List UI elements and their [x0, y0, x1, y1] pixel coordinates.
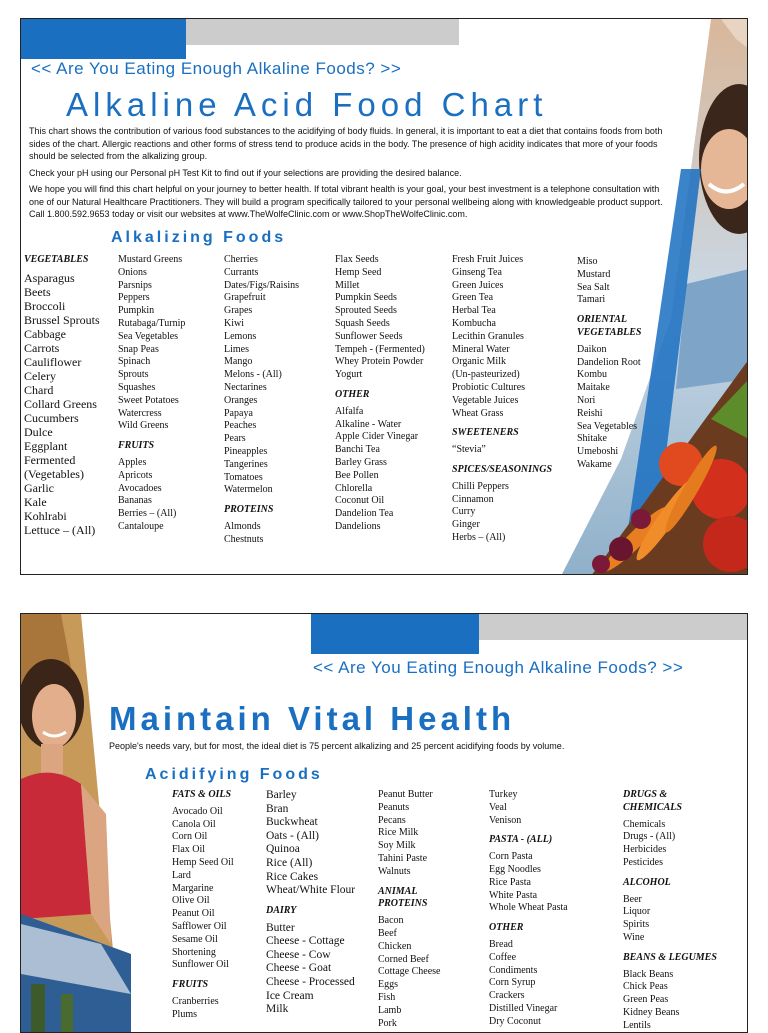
food-item: Bee Pollen — [335, 469, 379, 481]
food-item: Vegetable Juices — [452, 394, 519, 406]
food-item: Squashes — [118, 381, 156, 393]
food-item: Tangerines — [224, 458, 268, 470]
food-item: Pecans — [378, 814, 406, 826]
food-item: Wine — [623, 931, 645, 943]
food-item: Chilli Peppers — [452, 480, 509, 492]
food-item: Curry — [452, 506, 476, 518]
food-item: Tomatoes — [224, 471, 263, 483]
category-heading: FRUITS — [118, 440, 155, 452]
food-item: Lamb — [378, 1004, 402, 1016]
food-item: Garlic — [24, 480, 54, 495]
food-item: Dulce — [24, 424, 53, 439]
category-heading: DRUGS & CHEMICALS — [623, 789, 682, 813]
food-item: Sunflower Seeds — [335, 330, 403, 342]
food-item: Soy Milk — [378, 840, 416, 852]
acidifying-column-5 — [623, 789, 717, 1033]
food-item: Liquor — [623, 906, 651, 918]
food-item: Collard Greens — [24, 396, 97, 411]
food-item: Apricots — [118, 469, 153, 481]
category-heading: OTHER — [489, 922, 524, 934]
food-item: Miso — [577, 256, 598, 267]
food-item: Wheat/White Flour — [266, 884, 356, 897]
food-item: Sea Vegetables — [577, 420, 638, 432]
category-heading: FRUITS — [172, 979, 209, 991]
food-item: Daikon — [577, 343, 607, 355]
alkalizing-column-3 — [224, 254, 299, 547]
food-item: Mustard Greens — [118, 254, 183, 265]
food-item: Sunflower Oil — [172, 959, 229, 971]
food-item: Tahini Paste — [378, 852, 428, 864]
food-item: Nori — [577, 394, 596, 406]
food-item: Corn Syrup — [489, 977, 536, 989]
tagline-2: << Are You Eating Enough Alkaline Foods? >> — [313, 658, 684, 677]
food-item: Dandelions — [335, 520, 381, 532]
food-item: Barley — [266, 789, 297, 801]
food-item: (Vegetables) — [24, 466, 84, 481]
food-item: Peppers — [118, 292, 150, 304]
category-heading: BEANS & LEGUMES — [623, 951, 717, 963]
food-item: Cucumbers — [24, 410, 79, 425]
food-item: Beer — [623, 893, 642, 905]
food-item: Dates/Figs/Raisins — [224, 279, 300, 291]
food-item: Watercress — [118, 407, 162, 419]
food-item: Spirits — [623, 919, 650, 931]
food-item: Lentils — [623, 1019, 651, 1031]
food-item: Millet — [335, 279, 360, 291]
food-item: Fresh Fruit Juices — [452, 254, 524, 265]
food-item: Plums — [172, 1008, 198, 1020]
food-item: Sprouted Seeds — [335, 305, 397, 317]
food-item: Apples — [118, 456, 147, 468]
food-item: Butter — [266, 921, 295, 934]
food-item: Sesame Oil — [172, 933, 218, 945]
food-item: Barley Grass — [335, 456, 387, 468]
food-item: Quinoa — [266, 843, 300, 856]
food-item: Spinach — [118, 356, 151, 368]
category-heading: SWEETENERS — [452, 427, 519, 439]
food-item: Watermelon — [224, 484, 273, 496]
food-item: Milk — [266, 1003, 289, 1016]
food-item: Olive Oil — [172, 895, 210, 907]
food-item: Rice Milk — [378, 827, 419, 839]
food-item: Peanut Oil — [172, 908, 215, 920]
food-item: Herbs – (All) — [452, 531, 506, 543]
food-item: Kombucha — [452, 317, 496, 329]
food-item: Avocado Oil — [172, 805, 223, 817]
food-item: Celery — [24, 368, 56, 383]
food-item: Lettuce – (All) — [24, 522, 96, 537]
food-item: Dandelion Root — [577, 356, 641, 368]
food-item: Cauliflower — [24, 354, 82, 369]
food-item: Sweet Potatoes — [118, 394, 179, 406]
food-item: Lard — [172, 869, 191, 881]
category-heading: FATS & OILS — [172, 789, 232, 800]
food-item: Chlorella — [335, 482, 373, 494]
header-bar-blue — [21, 19, 186, 59]
acidifying-column-4 — [489, 789, 568, 1029]
food-item: Maitake — [577, 382, 610, 394]
section-title-acidifying: Acidifying Foods — [145, 766, 323, 783]
food-item: Wheat Grass — [452, 407, 504, 419]
category-heading: SPICES/SEASONINGS — [452, 463, 553, 475]
food-item: Cottage Cheese — [378, 966, 441, 978]
food-item: Chestnuts — [224, 533, 264, 545]
food-item: White Pasta — [489, 889, 538, 901]
food-item: Chick Peas — [623, 981, 668, 993]
food-item: Beef — [378, 927, 397, 939]
food-item: Papaya — [224, 407, 253, 419]
food-item: Green Tea — [452, 292, 494, 304]
food-item: Sprouts — [118, 369, 149, 381]
food-item: Eggplant — [24, 438, 68, 453]
food-item: Sea Salt — [577, 281, 610, 293]
food-item: Wild Greens — [118, 420, 169, 432]
food-item: Eggs — [378, 979, 398, 991]
food-item: Kohlrabi — [24, 508, 67, 523]
food-item: Hemp Seed Oil — [172, 856, 234, 868]
category-heading: PASTA - (ALL) — [489, 834, 553, 846]
food-item: Peanuts — [378, 801, 410, 813]
alkalizing-column-2 — [118, 254, 185, 534]
food-item: Tempeh - (Fermented) — [335, 343, 425, 355]
food-item: Dandelion Tea — [335, 508, 394, 520]
food-item: Corn Pasta — [489, 851, 533, 863]
food-item: Tamari — [577, 294, 606, 306]
alkalizing-column-5 — [452, 254, 552, 545]
header-bar-gray-2 — [479, 614, 748, 640]
intro-paragraph: This chart shows the contribution of various food substances to the acidifying of body fluids. In general, it is important to eat a diet that contains foods from both sides of the chart. Allergic reactions and other forms of stress tend to produce acids in the body. The presence of high acidity indicates that more of your foods should be selected from the alkalizing group. — [29, 126, 663, 161]
food-item: Pork — [378, 1017, 397, 1029]
food-item: Sea Vegetables — [118, 330, 179, 342]
alkaline-chart-panel — [20, 18, 748, 575]
food-item: Ginseng Tea — [452, 266, 502, 278]
food-item: Pesticides — [623, 856, 663, 868]
food-item: Berries – (All) — [118, 508, 177, 520]
food-item: Onions — [118, 266, 147, 278]
food-item: Cheese - Cottage — [266, 935, 345, 948]
food-item: Rutabaga/Turnip — [118, 317, 186, 329]
food-item: Grapes — [224, 305, 253, 317]
food-item: Peaches — [224, 420, 257, 432]
food-item: Lecithin Granules — [452, 330, 524, 342]
food-item: Green Peas — [623, 994, 669, 1006]
food-item: Oats - (All) — [266, 829, 320, 842]
food-item: Pumpkin Seeds — [335, 292, 397, 304]
category-heading: DAIRY — [266, 904, 297, 916]
food-item: Squash Seeds — [335, 317, 390, 329]
food-item: Cheese - Goat — [266, 962, 332, 975]
food-item: Cabbage — [24, 326, 66, 341]
food-item: Cheese - Processed — [266, 975, 355, 988]
food-item: Egg Noodles — [489, 863, 541, 875]
food-item: Turkey — [489, 789, 518, 800]
food-item: Fermented — [24, 452, 76, 467]
food-item: Broccoli — [24, 298, 66, 313]
food-item: Dry Coconut — [489, 1015, 541, 1027]
page-title: Alkaline Acid Food Chart — [66, 86, 548, 123]
food-item: Ginger — [452, 519, 480, 531]
food-item: Rice Cakes — [266, 870, 319, 883]
food-item: Kombu — [577, 369, 607, 381]
section-title-alkalizing: Alkalizing Foods — [111, 229, 287, 246]
food-item: Distilled Vinegar — [489, 1002, 558, 1014]
food-item: Hemp Seed — [335, 266, 382, 278]
food-item: Coffee — [489, 951, 517, 963]
food-item: Lemons — [224, 330, 257, 342]
food-item: Pineapples — [224, 445, 268, 457]
category-heading: ALCOHOL — [623, 876, 671, 888]
food-item: Herbicides — [623, 844, 667, 856]
food-item: Grapefruit — [224, 292, 266, 304]
food-item: Shitake — [577, 433, 607, 445]
food-item: Walnuts — [378, 865, 411, 877]
food-item: Corn Oil — [172, 831, 208, 843]
acidifying-column-2 — [266, 789, 355, 1017]
food-item: Margarine — [172, 882, 214, 894]
food-item: Peanut Butter — [378, 789, 433, 800]
food-item: Brussel Sprouts — [24, 312, 100, 327]
food-item: Nectarines — [224, 381, 267, 393]
food-item: Cheese - Cow — [266, 948, 331, 961]
alkalizing-column-4 — [335, 254, 425, 534]
food-item: Green Juices — [452, 279, 504, 291]
category-heading: ANIMAL PROTEINS — [378, 885, 428, 910]
food-item: Cranberries — [172, 995, 219, 1007]
food-item: Black Beans — [623, 968, 674, 980]
food-item: Asparagus — [24, 270, 75, 285]
category-heading: OTHER — [335, 388, 370, 400]
alkalizing-column-6 — [577, 256, 657, 472]
food-item: Wakame — [577, 458, 612, 470]
food-item: Organic Milk — [452, 356, 506, 368]
food-item: Condiments — [489, 964, 538, 976]
food-item: Mustard — [577, 268, 611, 280]
food-item: Beets — [24, 284, 51, 299]
header-bar-blue-2 — [311, 614, 479, 654]
intro-text-2: People's needs vary, but for most, the ideal diet is 75 percent alkalizing and 25 percent acidifying foods by volume. — [109, 741, 565, 751]
food-item: Alkaline - Water — [335, 418, 402, 430]
acidifying-chart-panel — [20, 613, 748, 1033]
food-item: Parsnips — [118, 279, 152, 291]
food-item: Melons - (All) — [224, 369, 282, 381]
food-item: Limes — [224, 343, 249, 355]
food-item: Bran — [266, 802, 289, 815]
tagline: << Are You Eating Enough Alkaline Foods? >> — [31, 59, 402, 78]
food-item: Apple Cider Vinegar — [335, 431, 419, 443]
food-item: Kidney Beans — [623, 1006, 680, 1018]
food-item: Mineral Water — [452, 343, 510, 355]
food-item: Umeboshi — [577, 446, 619, 458]
intro-paragraph: Check your pH using our Personal pH Test Kit to find out if your selections are providing the desired balance. — [29, 167, 462, 178]
food-item: Chemicals — [623, 818, 666, 830]
food-item: Bread — [489, 938, 513, 950]
food-item: Avocadoes — [118, 482, 162, 494]
food-item: Rice Pasta — [489, 876, 531, 888]
food-item: Bananas — [118, 495, 152, 507]
food-item: Corned Beef — [378, 953, 429, 965]
food-item: Rice (All) — [266, 856, 313, 869]
food-item: Almonds — [224, 520, 261, 532]
food-item: Flax Seeds — [335, 254, 379, 265]
food-item: Chard — [24, 382, 54, 397]
food-item: Currants — [224, 266, 259, 278]
food-item: Safflower Oil — [172, 920, 227, 932]
food-item: “Stevia” — [452, 444, 486, 456]
food-item: Banchi Tea — [335, 444, 380, 456]
food-item: Herbal Tea — [452, 305, 496, 317]
intro-paragraph: We hope you will find this chart helpful on your journey to better health. If total vibrant health is your goal, your best investment is a telephone consultation with one of our Natural Healthcare Practitioners. They will build a program specifically tailored to your personal wellbeing along with knowledgeable product support. Call 1.800.592.9653 today or visit our websites at www.TheWolfeClinic.com or www.ShopTheWolfeClinic.com. — [29, 184, 663, 219]
food-item: Coconut Oil — [335, 495, 385, 507]
food-item: Reishi — [577, 407, 603, 419]
food-item: Pumpkin — [118, 305, 155, 317]
page-title-2: Maintain Vital Health — [109, 700, 516, 737]
food-item: Cherries — [224, 254, 258, 265]
food-item: Crackers — [489, 990, 525, 1002]
food-item: Oranges — [224, 394, 258, 406]
food-item: Drugs - (All) — [623, 831, 676, 843]
woman-red-top-photo — [21, 614, 131, 1033]
category-heading: PROTEINS — [224, 504, 274, 516]
food-item: Kale — [24, 494, 47, 509]
food-item: Bacon — [378, 915, 404, 927]
food-item: Pears — [224, 433, 246, 445]
food-item: Buckwheat — [266, 816, 318, 829]
category-heading: ORIENTAL VEGETABLES — [577, 314, 642, 338]
header-bar-gray — [186, 19, 459, 45]
food-item: Cantaloupe — [118, 520, 164, 532]
food-item: Alfalfa — [335, 405, 364, 417]
food-item: Yogurt — [335, 369, 363, 381]
food-item: Shortening — [172, 946, 216, 958]
food-item: Ice Cream — [266, 989, 314, 1002]
food-item: Snap Peas — [118, 343, 159, 355]
food-item: Whey Protein Powder — [335, 356, 424, 368]
food-item: Venison — [489, 814, 522, 826]
food-item: Mango — [224, 356, 253, 368]
food-item: Flax Oil — [172, 844, 206, 856]
acidifying-column-1 — [172, 789, 234, 1022]
photo-illustration-2 — [21, 614, 131, 1033]
food-item: Cinnamon — [452, 493, 494, 505]
food-item: Veal — [489, 801, 507, 813]
food-item: Probiotic Cultures — [452, 381, 526, 393]
food-item: Carrots — [24, 340, 60, 355]
alkalizing-column-1 — [24, 254, 100, 537]
food-item: Canola Oil — [172, 818, 216, 830]
food-item: Whole Wheat Pasta — [489, 902, 568, 914]
category-heading: VEGETABLES — [24, 254, 89, 265]
acidifying-column-3 — [378, 789, 458, 1030]
food-item: Fish — [378, 991, 396, 1003]
food-item: Kiwi — [224, 317, 244, 329]
food-item: (Un-pasteurized) — [452, 369, 520, 381]
food-item: Chicken — [378, 940, 412, 952]
